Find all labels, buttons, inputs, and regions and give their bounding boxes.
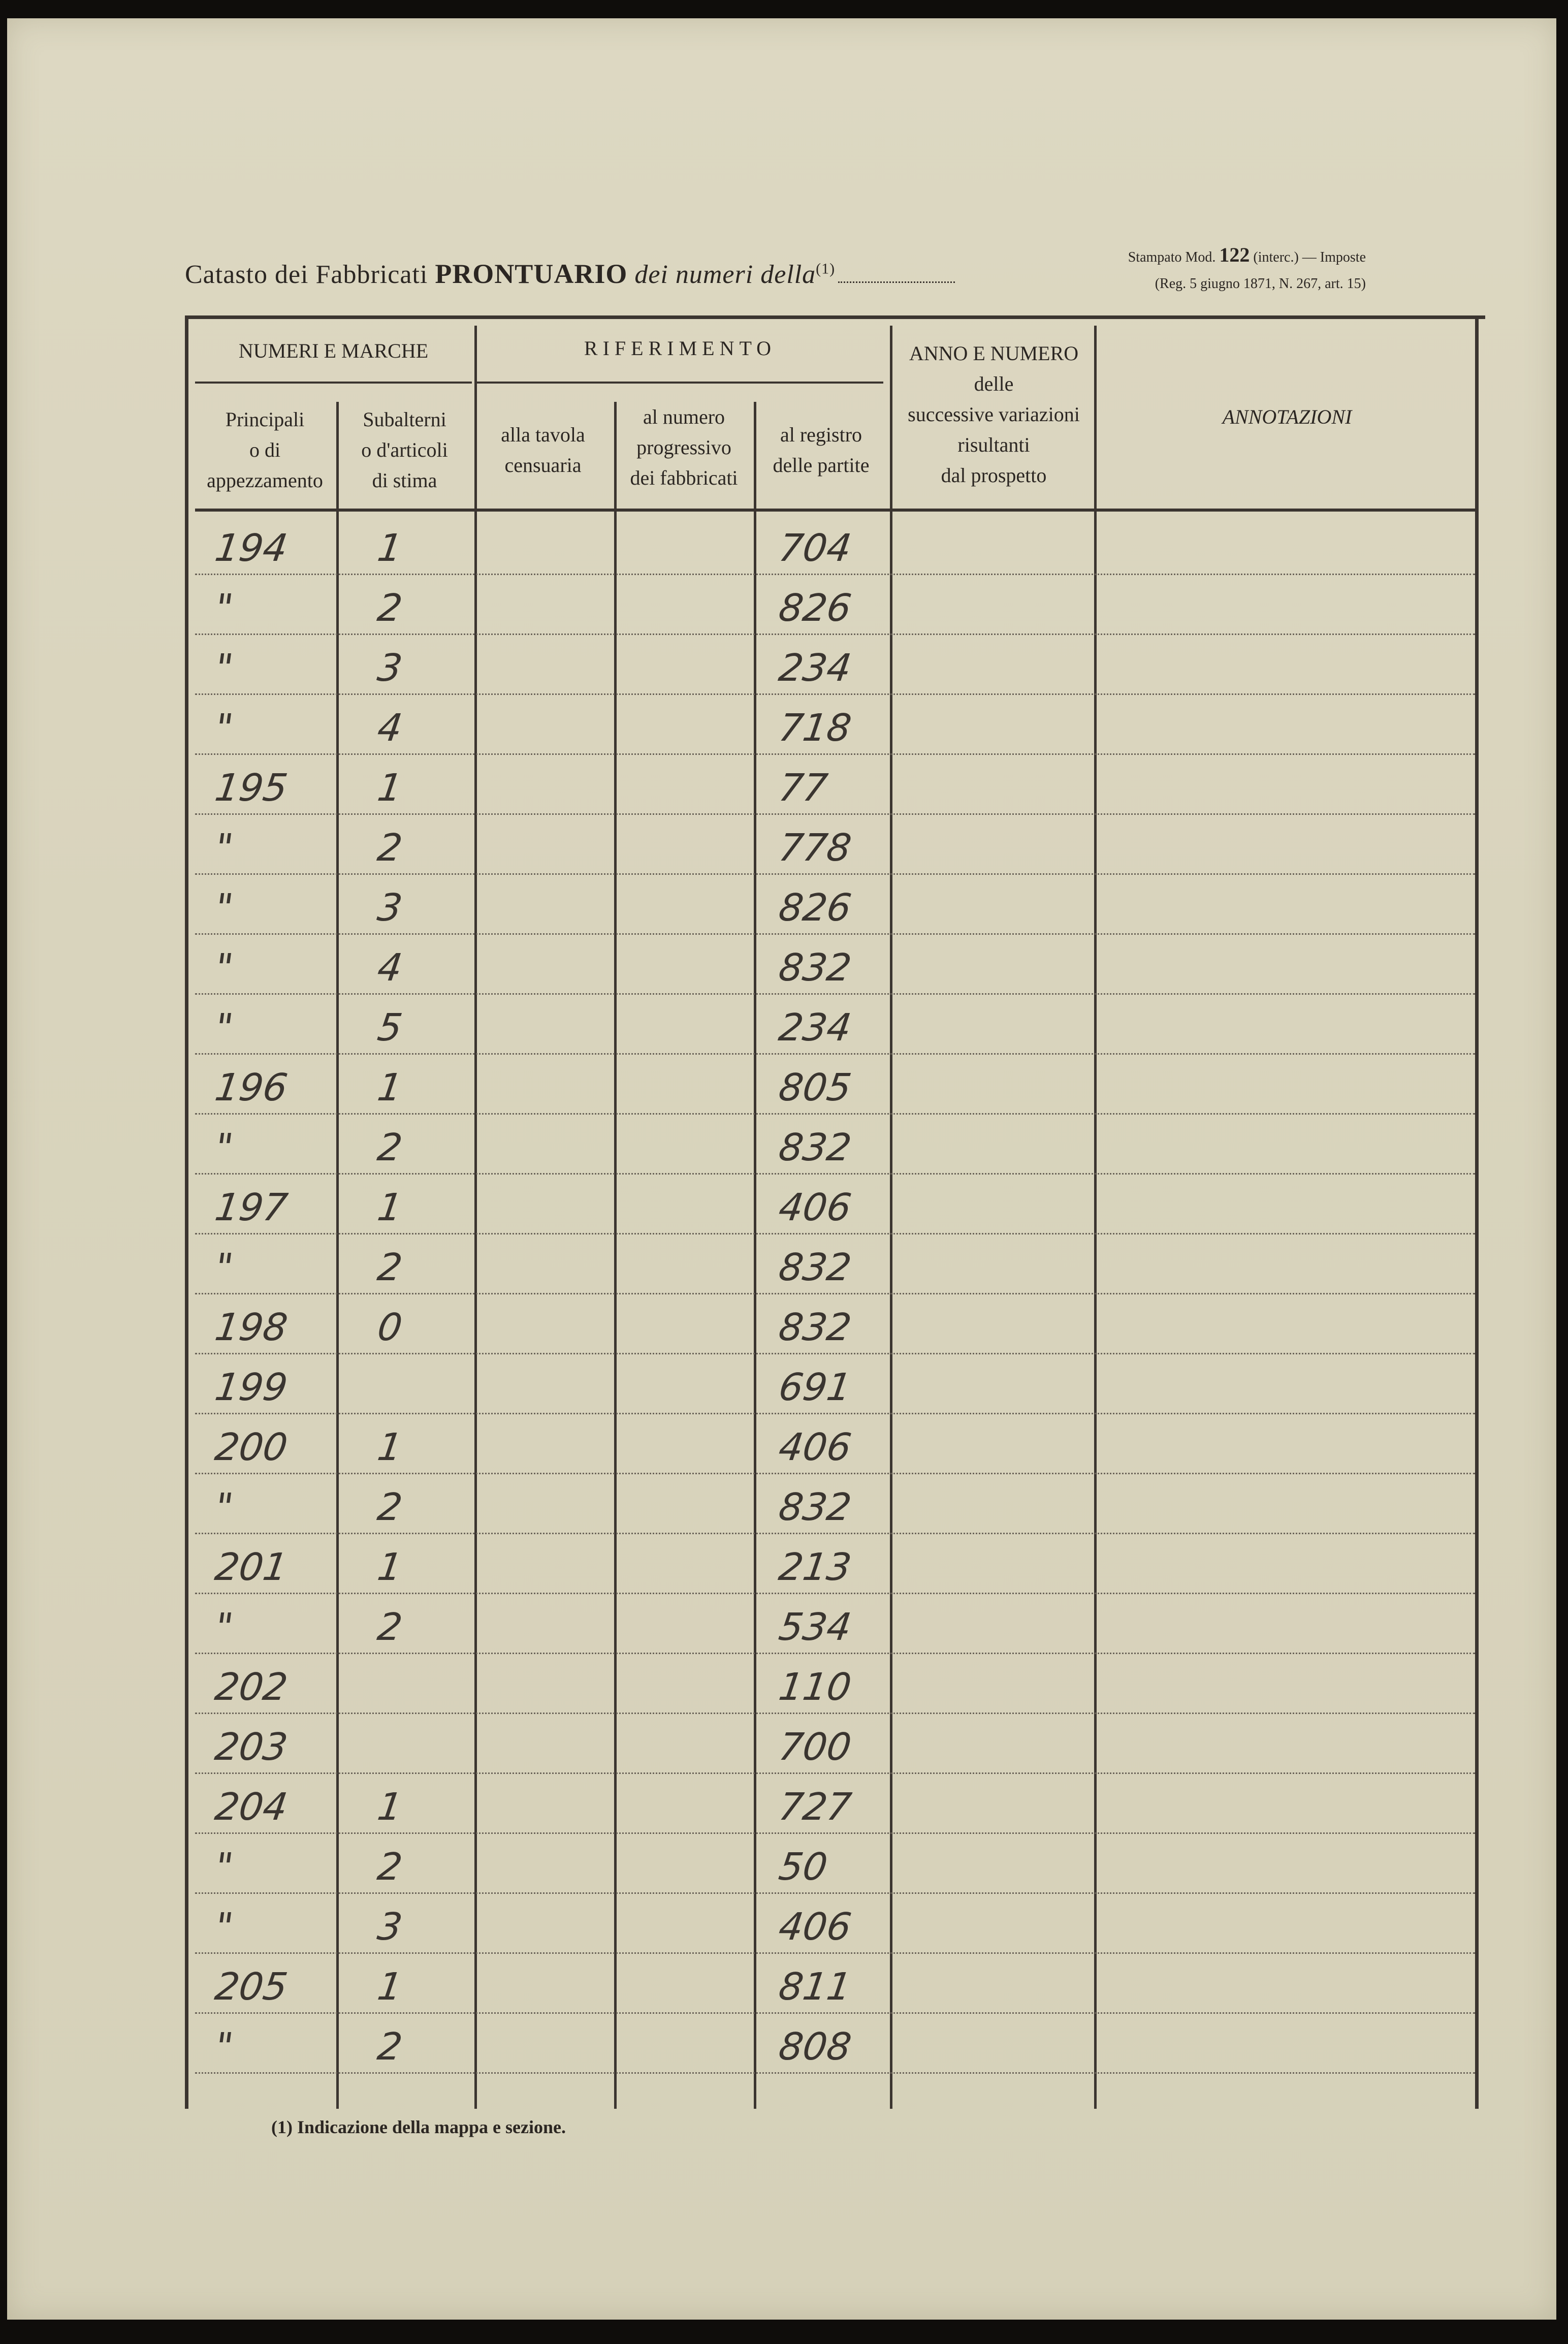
column-divider-2 — [474, 326, 477, 2109]
cell-partita: 213 — [776, 1545, 854, 1589]
row-ruling — [195, 2072, 1475, 2074]
cell-principale: " — [212, 1006, 236, 1050]
row-ruling — [195, 1113, 1475, 1115]
cell-partita: 826 — [776, 586, 854, 630]
cell-subalterno: 2 — [374, 586, 405, 630]
header-riferimento: RIFERIMENTO — [584, 337, 777, 360]
cell-subalterno: 3 — [374, 646, 405, 690]
row-ruling — [195, 1413, 1475, 1414]
row-ruling — [195, 1653, 1475, 1654]
cell-principale: 198 — [212, 1306, 291, 1349]
column-divider-left — [185, 315, 188, 2109]
row-ruling — [195, 1593, 1475, 1594]
print-reference — [1128, 242, 1366, 297]
cell-subalterno: 1 — [374, 1186, 405, 1229]
column-divider-6 — [1094, 326, 1097, 2109]
row-ruling — [195, 1533, 1475, 1534]
title-prefix: Catasto dei Fabbricati — [185, 260, 428, 289]
regulation-reference: (Reg. 5 giugno 1871, N. 267, art. 15) — [1155, 276, 1366, 292]
row-ruling — [195, 1233, 1475, 1234]
row-ruling — [195, 1353, 1475, 1354]
row-ruling — [195, 1053, 1475, 1055]
cell-partita: 778 — [776, 826, 854, 870]
header-anno-e-numero: ANNO E NUMERO delle successive variazioni risultanti dal prospetto — [908, 342, 1080, 487]
header-tavola-censuaria: alla tavola censuaria — [501, 423, 585, 477]
header-principali: Principali o di appezzamento — [207, 408, 323, 492]
cell-subalterno: 2 — [374, 1126, 405, 1169]
title-fill-line — [838, 281, 955, 283]
cell-principale: " — [212, 826, 236, 870]
cell-principale: " — [212, 1905, 236, 1949]
row-ruling — [195, 753, 1475, 755]
row-ruling — [195, 993, 1475, 995]
print-model-prefix: Stampato Mod. — [1128, 249, 1216, 265]
cell-subalterno: 1 — [374, 1066, 405, 1110]
cell-partita: 704 — [776, 526, 854, 570]
cell-partita: 406 — [776, 1905, 854, 1949]
register-table — [185, 315, 1485, 2111]
row-ruling — [195, 1293, 1475, 1294]
cell-principale: " — [212, 1605, 236, 1649]
cell-subalterno: 5 — [374, 1006, 405, 1050]
group1-underline — [195, 382, 472, 384]
cell-principale: " — [212, 586, 236, 630]
row-ruling — [195, 1473, 1475, 1474]
row-ruling — [195, 873, 1475, 875]
cell-principale: 199 — [212, 1366, 291, 1409]
cell-principale: " — [212, 1845, 236, 1889]
print-model-number: 122 — [1219, 243, 1250, 266]
cell-partita: 234 — [776, 1006, 854, 1050]
cell-partita: 727 — [776, 1785, 854, 1829]
cell-partita: 534 — [776, 1605, 854, 1649]
cell-principale: " — [212, 646, 236, 690]
row-ruling — [195, 813, 1475, 815]
cell-principale: 200 — [212, 1426, 291, 1469]
print-model-suffix: (interc.) — Imposte — [1253, 249, 1366, 265]
header-registro-partite: al registro delle partite — [773, 423, 870, 477]
cell-principale: 203 — [212, 1725, 291, 1769]
title-sub: dei numeri della — [634, 260, 816, 289]
cell-principale: 195 — [212, 766, 291, 810]
row-ruling — [195, 2012, 1475, 2014]
cell-partita: 406 — [776, 1186, 854, 1229]
cell-principale: 201 — [212, 1545, 291, 1589]
row-ruling — [195, 1952, 1475, 1954]
cell-subalterno: 1 — [374, 526, 405, 570]
cell-partita: 826 — [776, 886, 854, 930]
cell-partita: 832 — [776, 1306, 854, 1349]
cell-partita: 832 — [776, 1485, 854, 1529]
cell-principale: 202 — [212, 1665, 291, 1709]
column-divider-1 — [336, 402, 339, 2109]
cell-subalterno: 2 — [374, 1485, 405, 1529]
cell-partita: 234 — [776, 646, 854, 690]
cell-partita: 832 — [776, 1246, 854, 1289]
title-main: PRONTUARIO — [435, 259, 628, 289]
cell-principale: " — [212, 886, 236, 930]
cell-subalterno: 2 — [374, 1246, 405, 1289]
cell-partita: 832 — [776, 1126, 854, 1169]
row-ruling — [195, 1772, 1475, 1774]
row-ruling — [195, 1173, 1475, 1175]
row-ruling — [195, 933, 1475, 935]
cell-subalterno: 3 — [374, 1905, 405, 1949]
row-ruling — [195, 574, 1475, 575]
header-numero-progressivo: al numero progressivo dei fabbricati — [630, 405, 738, 489]
cell-subalterno: 2 — [374, 826, 405, 870]
header-subalterni: Subalterni o d'articoli di stima — [361, 408, 448, 492]
cell-partita: 77 — [776, 766, 830, 810]
cell-principale: " — [212, 2025, 236, 2069]
cell-principale: " — [212, 1485, 236, 1529]
cell-subalterno: 1 — [374, 1965, 405, 2009]
row-ruling — [195, 633, 1475, 635]
header-bottom-border — [195, 509, 1475, 512]
group2-underline — [477, 382, 883, 384]
cell-partita: 50 — [776, 1845, 830, 1889]
title-note: (1) — [816, 260, 836, 277]
cell-partita: 700 — [776, 1725, 854, 1769]
cell-partita: 811 — [776, 1965, 854, 2009]
cell-subalterno: 1 — [374, 1785, 405, 1829]
cell-partita: 805 — [776, 1066, 854, 1110]
cell-partita: 406 — [776, 1426, 854, 1469]
table-top-border — [185, 315, 1485, 319]
ledger-page — [7, 18, 1556, 2320]
cell-partita: 110 — [776, 1665, 854, 1709]
header-annotazioni: ANNOTAZIONI — [1222, 405, 1352, 428]
cell-subalterno: 2 — [374, 1845, 405, 1889]
cell-principale: 196 — [212, 1066, 291, 1110]
cell-principale: 194 — [212, 526, 291, 570]
cell-partita: 718 — [776, 706, 854, 750]
cell-principale: 204 — [212, 1785, 291, 1829]
cell-subalterno: 1 — [374, 1545, 405, 1589]
column-divider-3 — [614, 402, 617, 2109]
row-ruling — [195, 1832, 1475, 1834]
cell-subalterno: 3 — [374, 886, 405, 930]
cell-principale: 205 — [212, 1965, 291, 2009]
cell-partita: 691 — [776, 1366, 854, 1409]
cell-subalterno: 0 — [374, 1306, 405, 1349]
cell-principale: " — [212, 946, 236, 990]
column-divider-5 — [890, 326, 892, 2109]
cell-principale: " — [212, 1126, 236, 1169]
column-divider-4 — [754, 402, 756, 2109]
cell-subalterno: 2 — [374, 2025, 405, 2069]
row-ruling — [195, 693, 1475, 695]
cell-subalterno: 1 — [374, 766, 405, 810]
row-ruling — [195, 1713, 1475, 1714]
cell-subalterno: 1 — [374, 1426, 405, 1469]
cell-subalterno: 4 — [374, 946, 405, 990]
cell-subalterno: 4 — [374, 706, 405, 750]
cell-subalterno: 2 — [374, 1605, 405, 1649]
row-ruling — [195, 1892, 1475, 1894]
cell-partita: 808 — [776, 2025, 854, 2069]
cell-partita: 832 — [776, 946, 854, 990]
cell-principale: " — [212, 1246, 236, 1289]
header-numeri-e-marche: NUMERI E MARCHE — [238, 339, 429, 362]
cell-principale: " — [212, 706, 236, 750]
footnote: (1) Indicazione della mappa e sezione. — [271, 2117, 566, 2137]
cell-principale: 197 — [212, 1186, 291, 1229]
page-title — [185, 258, 955, 290]
column-divider-right — [1475, 315, 1479, 2109]
